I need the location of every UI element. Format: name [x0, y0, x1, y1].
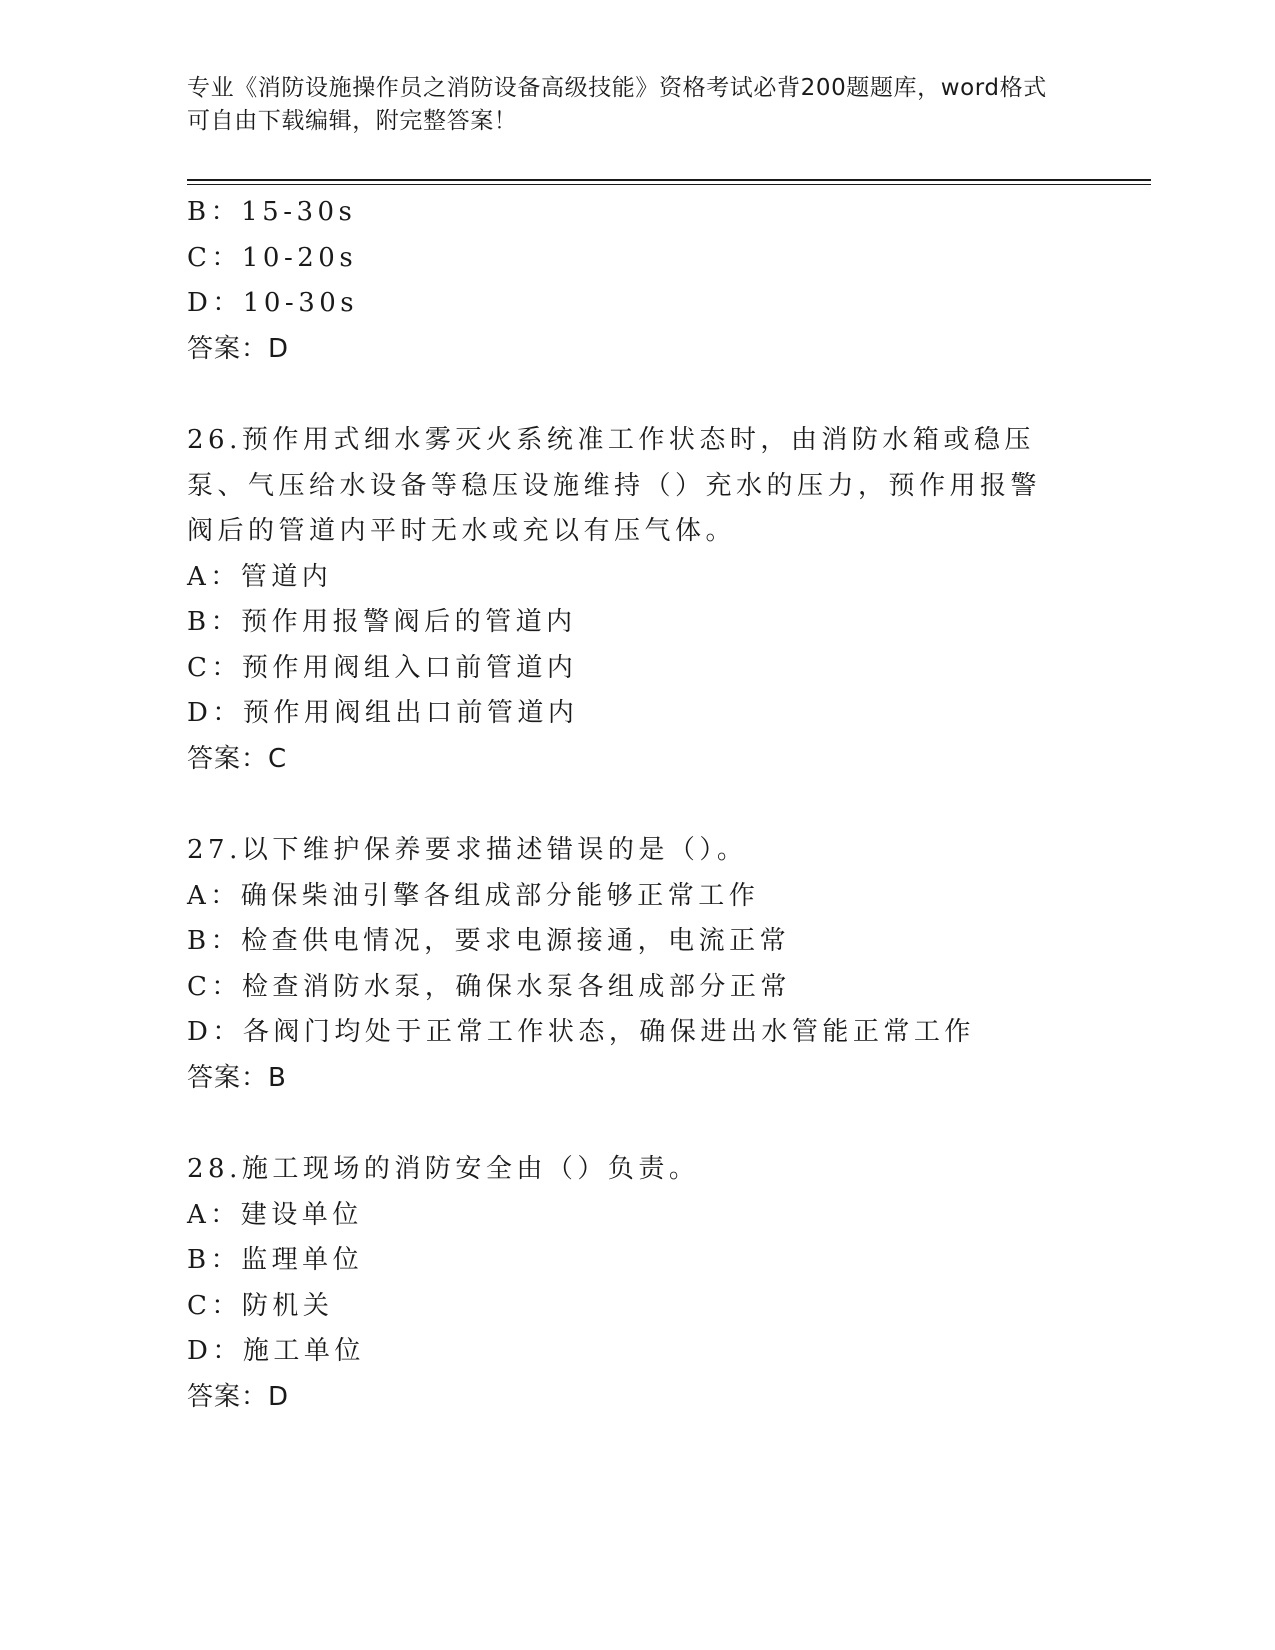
option-a: A：建设单位	[187, 1199, 363, 1230]
page-header: 专业《消防设施操作员之消防设备高级技能》资格考试必背200题题库，word格式可自由下载编辑，附完整答案！	[187, 75, 1047, 134]
option-d: D：施工单位	[187, 1336, 365, 1366]
option-d: D：预作用阀组出口前管道内	[187, 698, 579, 728]
option-c: C：检查消防水泵，确保水泵各组成部分正常	[187, 971, 791, 1002]
question-stem: 26.预作用式细水雾灭火系统准工作状态时，由消防水箱或稳压泵、气压给水设备等稳压设施维持（）充水的压力，预作用报警阀后的管道内平时无水或充以有压气体。	[187, 425, 1042, 546]
option-c: C：10-20s	[187, 242, 358, 273]
question-stem: 27.以下维护保养要求描述错误的是（）。	[187, 835, 748, 865]
option-a: A：管道内	[187, 561, 333, 592]
option-b: B：检查供电情况，要求电源接通，电流正常	[187, 926, 791, 956]
question-27	[187, 828, 1087, 1101]
question-26	[187, 418, 1087, 782]
option-b: B：监理单位	[187, 1245, 364, 1275]
header-divider-thick	[187, 179, 1151, 181]
question-list	[187, 190, 1087, 1420]
spacer	[187, 782, 1087, 828]
spacer	[187, 372, 1087, 418]
option-b: B：预作用报警阀后的管道内	[187, 607, 577, 637]
answer: 答案：B	[187, 1062, 287, 1093]
question-stem: 28.施工现场的消防安全由（）负责。	[187, 1154, 700, 1184]
spacer	[187, 1101, 1087, 1147]
header-divider-thin	[187, 184, 1151, 185]
answer: 答案：D	[187, 333, 290, 364]
question-28	[187, 1147, 1087, 1420]
option-d: D：各阀门均处于正常工作状态，确保进出水管能正常工作	[187, 1017, 975, 1047]
option-b: B：15-30s	[187, 197, 357, 227]
option-d: D：10-30s	[187, 288, 359, 318]
answer: 答案：C	[187, 743, 288, 774]
option-c: C：防机关	[187, 1290, 334, 1321]
option-a: A：确保柴油引擎各组成部分能够正常工作	[187, 880, 760, 911]
option-c: C：预作用阀组入口前管道内	[187, 652, 578, 683]
answer: 答案：D	[187, 1381, 290, 1412]
question-25-remainder	[187, 190, 1087, 372]
